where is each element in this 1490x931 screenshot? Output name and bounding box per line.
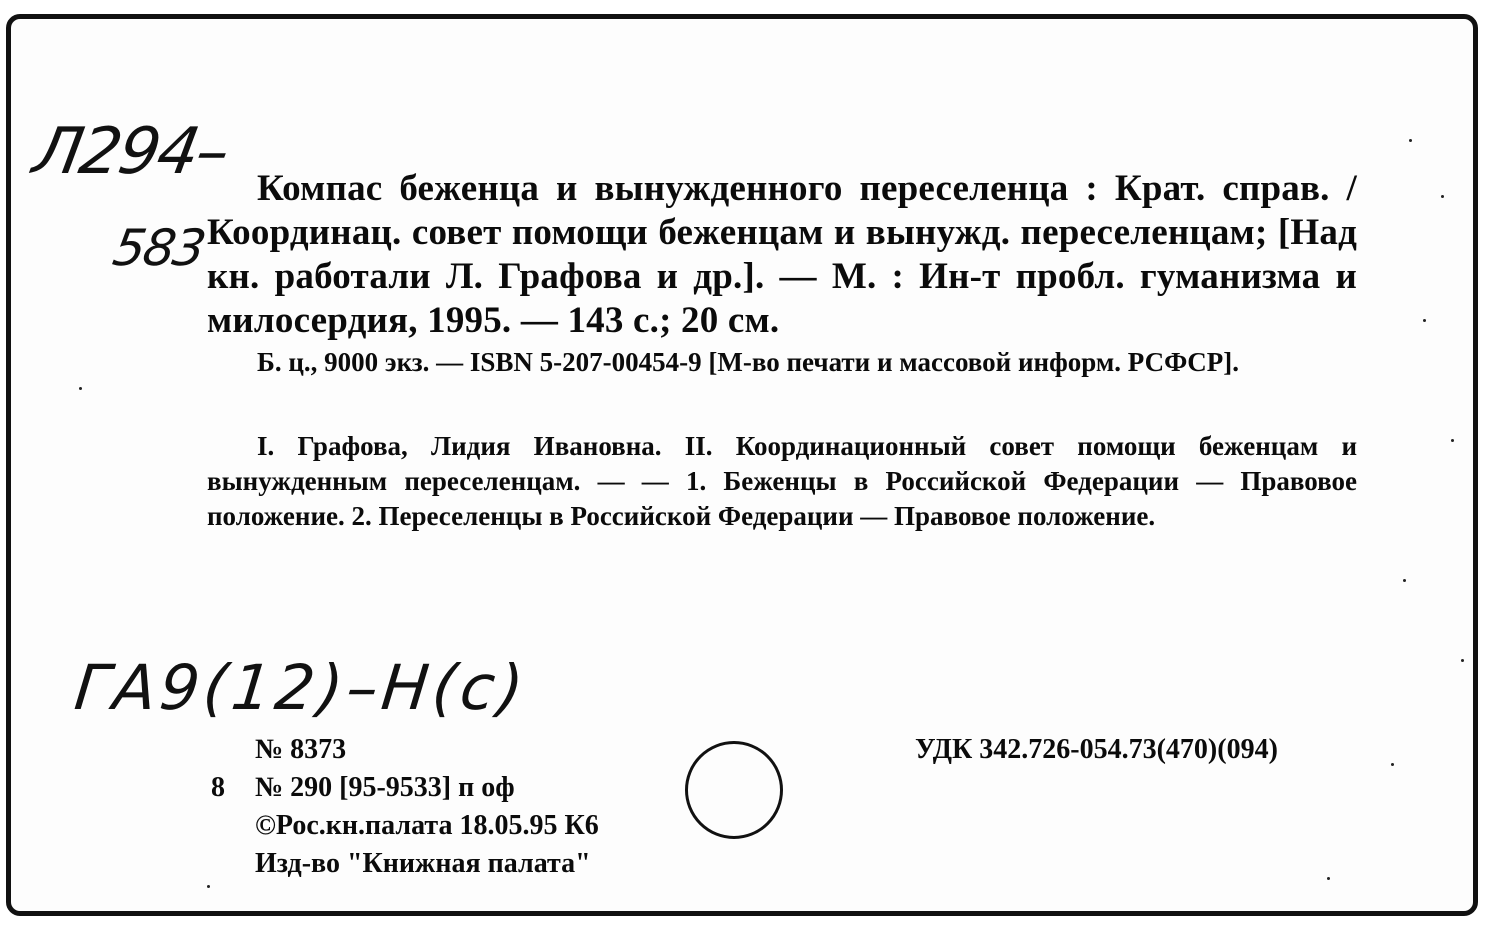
publisher-line: Изд-во "Книжная палата" [255,848,591,879]
speck [1423,319,1426,322]
bibliographic-description: Компас беженца и вынужденного переселенца : Крат. справ. / Координац. совет помощи беженцам и вынужд. переселенцам; [Над кн. работали Л. Графова и др.]. — М. : Ин-т пробл. гуманизма и милосердия, 1995. — 143 с.; 20 см. [207,168,1357,341]
library-catalog-card [6,14,1478,916]
lead-number: 8 [211,772,225,803]
copyright-row [211,807,599,845]
handwritten-call-number: Л294– [27,115,234,189]
bibliographic-record [207,167,1357,534]
handwritten-call-number-suffix: 583 [108,219,209,277]
speck [1441,195,1444,198]
speck [1327,877,1330,880]
speck [1461,659,1464,662]
publisher-row [211,845,599,883]
record-number: № 290 [95-9533] п оф [255,772,515,803]
stamp-circle [685,741,783,839]
speck [1451,439,1454,442]
speck [79,387,82,390]
subject-headings: I. Графова, Лидия Ивановна. II. Координационный совет помощи беженцам и вынужденным переселенцам. — — 1. Беженцы в Российской Федерации — Правовое положение. 2. Переселенцы в Российской Федерации — Правовое положение. [207,431,1357,531]
udk-classification: УДК 342.726-054.73(470)(094) [915,734,1278,765]
speck [207,885,210,888]
speck [1409,139,1412,142]
copyright-line: ©Рос.кн.палата 18.05.95 К6 [255,810,599,841]
entry-number: № 8373 [255,734,347,765]
entry-number-row [211,731,599,769]
edition-note: Б. ц., 9000 экз. — ISBN 5-207-00454-9 [М-во печати и массовой информ. РСФСР]. [257,347,1240,377]
handwritten-shelf-mark: ГА9(12)–Н(с) [71,651,531,724]
registration-block [211,731,599,883]
speck [1391,763,1394,766]
record-number-row [211,769,599,807]
speck [1403,579,1406,582]
